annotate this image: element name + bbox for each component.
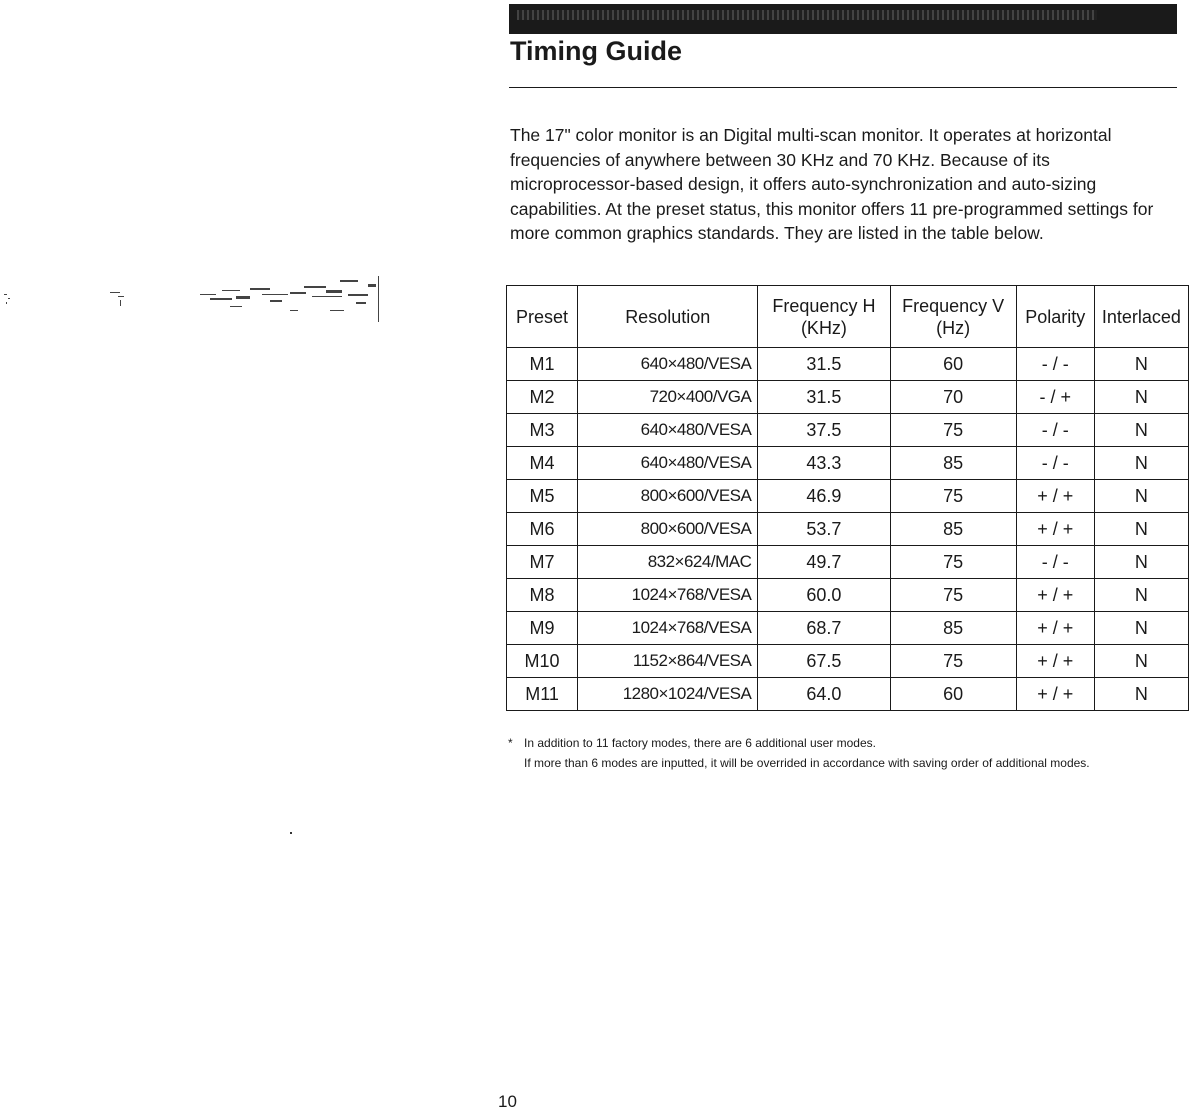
- table-header-row: [507, 286, 1189, 348]
- cell-frequency-h: 31.5: [758, 381, 890, 414]
- cell-resolution: 640×480/VESA: [578, 414, 758, 447]
- cell-frequency-v: 85: [890, 447, 1016, 480]
- cell-preset: M6: [507, 513, 578, 546]
- cell-interlaced: N: [1094, 645, 1188, 678]
- cell-resolution: 640×480/VESA: [578, 447, 758, 480]
- cell-frequency-h: 31.5: [758, 348, 890, 381]
- table-row: [507, 678, 1189, 711]
- header-frequency-v-label: Frequency V: [902, 295, 1005, 316]
- header-preset: Preset: [507, 286, 578, 348]
- cell-polarity: - / -: [1016, 447, 1094, 480]
- header-interlaced: Interlaced: [1094, 286, 1188, 348]
- header-bar-texture: [517, 10, 1097, 20]
- cell-preset: M3: [507, 414, 578, 447]
- cell-interlaced: N: [1094, 546, 1188, 579]
- cell-frequency-h: 46.9: [758, 480, 890, 513]
- cell-preset: M5: [507, 480, 578, 513]
- cell-interlaced: N: [1094, 381, 1188, 414]
- header-frequency-h-label: Frequency H: [772, 295, 876, 316]
- cell-frequency-v: 75: [890, 414, 1016, 447]
- cell-preset: M2: [507, 381, 578, 414]
- cell-frequency-h: 49.7: [758, 546, 890, 579]
- cell-interlaced: N: [1094, 513, 1188, 546]
- title-divider: [509, 87, 1177, 88]
- cell-resolution: 640×480/VESA: [578, 348, 758, 381]
- table-row: [507, 348, 1189, 381]
- cell-resolution: 1024×768/VESA: [578, 579, 758, 612]
- cell-preset: M11: [507, 678, 578, 711]
- cell-frequency-v: 70: [890, 381, 1016, 414]
- cell-preset: M8: [507, 579, 578, 612]
- table-row: [507, 579, 1189, 612]
- table-row: [507, 645, 1189, 678]
- cell-frequency-h: 53.7: [758, 513, 890, 546]
- cell-preset: M7: [507, 546, 578, 579]
- cell-polarity: + / +: [1016, 612, 1094, 645]
- cell-interlaced: N: [1094, 414, 1188, 447]
- cell-polarity: + / +: [1016, 678, 1094, 711]
- cell-polarity: - / -: [1016, 414, 1094, 447]
- page-title: Timing Guide: [510, 36, 683, 66]
- cell-frequency-h: 68.7: [758, 612, 890, 645]
- cell-resolution: 832×624/MAC: [578, 546, 758, 579]
- cell-frequency-v: 75: [890, 546, 1016, 579]
- intro-paragraph: The 17" color monitor is an Digital multi-scan monitor. It operates at horizontal frequencies of anywhere between 30 KHz and 70 KHz. Because of its microprocessor-based design, it offers auto-synchronization and auto-sizing capabilities. At the preset status, this monitor offers 11 pre-programmed settings for more common graphics standards. They are listed in the table below.: [510, 125, 1154, 243]
- table-row: [507, 381, 1189, 414]
- cell-polarity: + / +: [1016, 513, 1094, 546]
- cell-interlaced: N: [1094, 579, 1188, 612]
- cell-frequency-h: 37.5: [758, 414, 890, 447]
- cell-preset: M4: [507, 447, 578, 480]
- cell-polarity: - / +: [1016, 381, 1094, 414]
- table-row: [507, 447, 1189, 480]
- footnote: [508, 733, 1168, 773]
- cell-frequency-v: 75: [890, 579, 1016, 612]
- cell-frequency-h: 43.3: [758, 447, 890, 480]
- cell-interlaced: N: [1094, 447, 1188, 480]
- cell-resolution: 800×600/VESA: [578, 480, 758, 513]
- header-frequency-v: [890, 286, 1016, 348]
- page-number: 10: [498, 1092, 517, 1111]
- cell-polarity: + / +: [1016, 480, 1094, 513]
- cell-frequency-h: 60.0: [758, 579, 890, 612]
- footnote-line-2: If more than 6 modes are inputted, it will be overrided in accordance with saving order of additional modes.: [524, 756, 1090, 770]
- header-resolution: Resolution: [578, 286, 758, 348]
- cell-frequency-v: 60: [890, 348, 1016, 381]
- scan-noise-artifact: [0, 270, 400, 330]
- cell-frequency-h: 67.5: [758, 645, 890, 678]
- cell-preset: M9: [507, 612, 578, 645]
- cell-polarity: + / +: [1016, 579, 1094, 612]
- cell-preset: M1: [507, 348, 578, 381]
- header-frequency-h-unit: (KHz): [800, 317, 847, 338]
- scan-speck: [290, 832, 292, 834]
- cell-interlaced: N: [1094, 348, 1188, 381]
- cell-resolution: 1280×1024/VESA: [578, 678, 758, 711]
- cell-frequency-v: 75: [890, 645, 1016, 678]
- cell-polarity: - / -: [1016, 348, 1094, 381]
- cell-preset: M10: [507, 645, 578, 678]
- table-row: [507, 480, 1189, 513]
- cell-frequency-v: 60: [890, 678, 1016, 711]
- header-frequency-v-unit: (Hz): [936, 317, 971, 338]
- header-frequency-h: [758, 286, 890, 348]
- cell-polarity: + / +: [1016, 645, 1094, 678]
- cell-resolution: 720×400/VGA: [578, 381, 758, 414]
- table-row: [507, 546, 1189, 579]
- header-bar: [509, 4, 1177, 34]
- cell-resolution: 800×600/VESA: [578, 513, 758, 546]
- cell-interlaced: N: [1094, 612, 1188, 645]
- cell-polarity: - / -: [1016, 546, 1094, 579]
- footnote-line-1: In addition to 11 factory modes, there are 6 additional user modes.: [524, 736, 876, 750]
- footnote-asterisk: *: [508, 736, 513, 750]
- cell-frequency-v: 75: [890, 480, 1016, 513]
- cell-interlaced: N: [1094, 480, 1188, 513]
- cell-frequency-v: 85: [890, 612, 1016, 645]
- header-polarity: Polarity: [1016, 286, 1094, 348]
- timing-table: [506, 285, 1189, 711]
- cell-resolution: 1152×864/VESA: [578, 645, 758, 678]
- cell-frequency-v: 85: [890, 513, 1016, 546]
- cell-interlaced: N: [1094, 678, 1188, 711]
- table-row: [507, 612, 1189, 645]
- table-row: [507, 513, 1189, 546]
- table-row: [507, 414, 1189, 447]
- cell-resolution: 1024×768/VESA: [578, 612, 758, 645]
- cell-frequency-h: 64.0: [758, 678, 890, 711]
